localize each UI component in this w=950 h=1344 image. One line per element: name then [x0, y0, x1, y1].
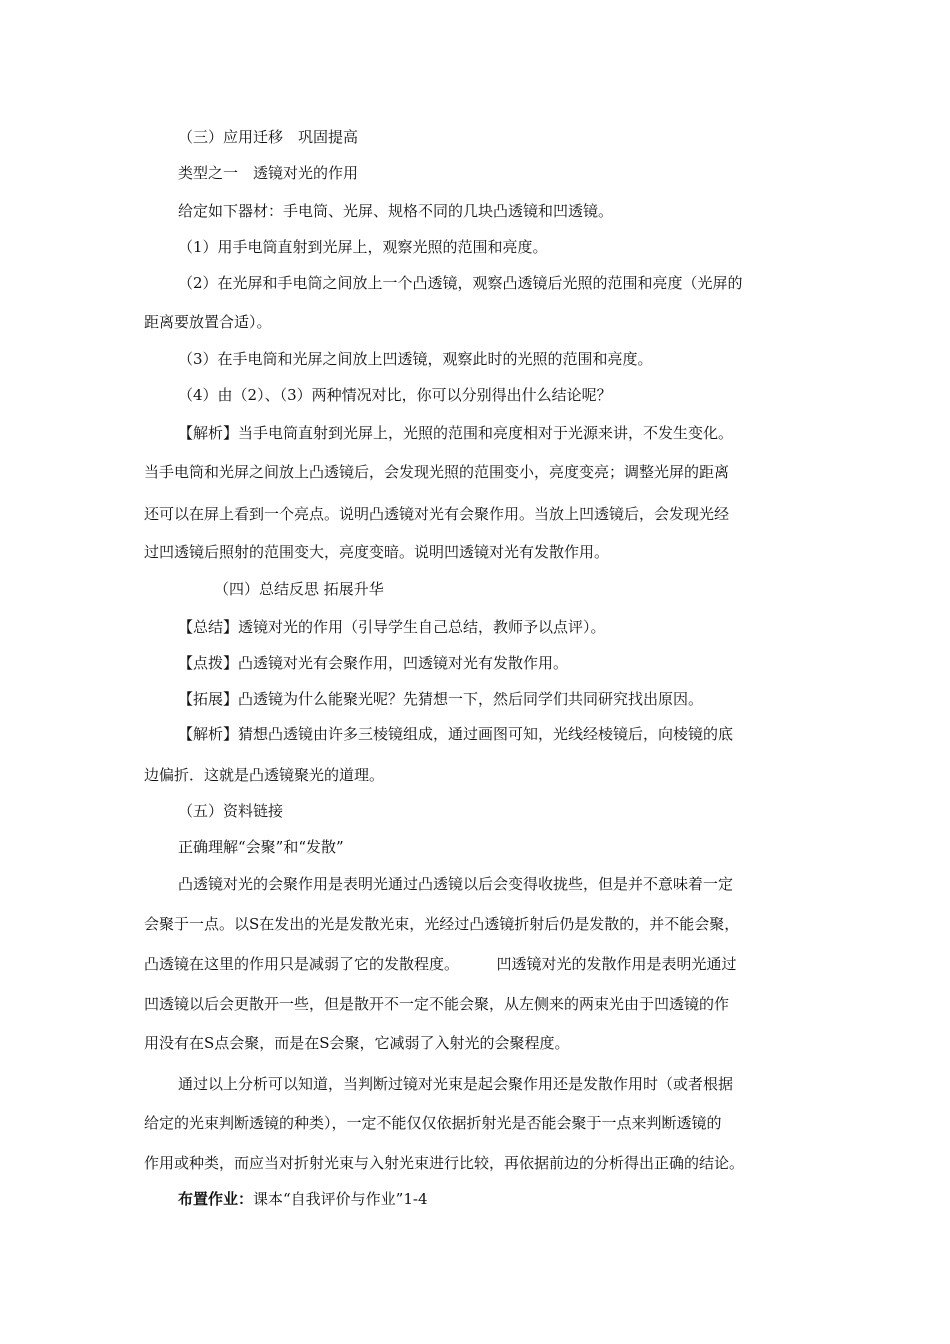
paragraph-1-line-4: 凹透镜以后会更散开一些，但是散开不一定不能会聚，从左侧来的两束光由于凹透镜的作: [144, 995, 730, 1013]
homework-text: 课本“自我评价与作业”1-4: [253, 1190, 428, 1208]
analysis-2-line-2: 边偏折．这就是凸透镜聚光的道理。: [144, 766, 385, 784]
type-title: 类型之一 透镜对光的作用: [178, 164, 359, 182]
extension-text: 【拓展】凸透镜为什么能聚光呢？先猜想一下，然后同学们共同研究找出原因。: [178, 690, 704, 708]
analysis-1-line-4: 过凹透镜后照射的范围变大，亮度变暗。说明凹透镜对光有发散作用。: [144, 543, 610, 561]
step-2-line-2: 距离要放置合适）。: [144, 313, 272, 331]
paragraph-1-line-2: 会聚于一点。以S在发出的光是发散光束，光经过凸透镜折射后仍是发散的，并不能会聚，: [144, 915, 740, 933]
step-1: （1）用手电筒直射到光屏上，观察光照的范围和亮度。: [178, 238, 548, 256]
paragraph-1-line-1: 凸透镜对光的会聚作用是表明光通过凸透镜以后会变得收拢些，但是并不意味着一定: [178, 875, 734, 893]
step-4: （4）由（2）、（3）两种情况对比，你可以分别得出什么结论呢？: [178, 386, 612, 404]
analysis-1-line-1: 【解析】当手电筒直射到光屏上，光照的范围和亮度相对于光源来讲，不发生变化。: [178, 424, 734, 442]
analysis-1-line-2: 当手电筒和光屏之间放上凸透镜后，会发现光照的范围变小，亮度变亮；调整光屏的距离: [144, 463, 730, 481]
step-2-line-1: （2）在光屏和手电筒之间放上一个凸透镜，观察凸透镜后光照的范围和亮度（光屏的: [178, 274, 743, 292]
paragraph-2-line-2: 给定的光束判断透镜的种类），一定不能仅仅依据折射光是否能会聚于一点来判断透镜的: [144, 1114, 722, 1132]
homework-line: [178, 1189, 428, 1209]
section3-heading: （三）应用迁移 巩固提高: [178, 128, 359, 146]
section5-heading: （五）资料链接: [178, 802, 284, 820]
step-3: （3）在手电筒和光屏之间放上凹透镜，观察此时的光照的范围和亮度。: [178, 350, 653, 368]
analysis-2-line-1: 【解析】猜想凸透镜由许多三棱镜组成，通过画图可知，光线经棱镜后，向棱镜的底: [178, 725, 734, 743]
paragraph-1-line-5: 用没有在S点会聚，而是在S会聚，它减弱了入射光的会聚程度。: [144, 1034, 570, 1052]
paragraph-2-line-3: 作用或种类，而应当对折射光束与入射光束进行比较，再依据前边的分析得出正确的结论。: [144, 1154, 745, 1172]
materials-text: 给定如下器材：手电筒、光屏、规格不同的几块凸透镜和凹透镜。: [178, 202, 614, 220]
section4-heading: （四）总结反思 拓展升华: [214, 580, 384, 598]
analysis-1-line-3: 还可以在屏上看到一个亮点。说明凸透镜对光有会聚作用。当放上凹透镜后，会发现光经: [144, 505, 730, 523]
pointer-text: 【点拨】凸透镜对光有会聚作用，凹透镜对光有发散作用。: [178, 654, 569, 672]
section5-title: 正确理解“会聚”和“发散”: [178, 838, 344, 856]
summary-text: 【总结】透镜对光的作用（引导学生自己总结，教师予以点评）。: [178, 618, 606, 636]
paragraph-2-line-1: 通过以上分析可以知道，当判断过镜对光束是起会聚作用还是发散作用时（或者根据: [178, 1075, 734, 1093]
paragraph-1-line-3: 凸透镜在这里的作用只是减弱了它的发散程度。 凹透镜对光的发散作用是表明光通过: [144, 955, 737, 973]
homework-label: 布置作业：: [178, 1190, 254, 1208]
